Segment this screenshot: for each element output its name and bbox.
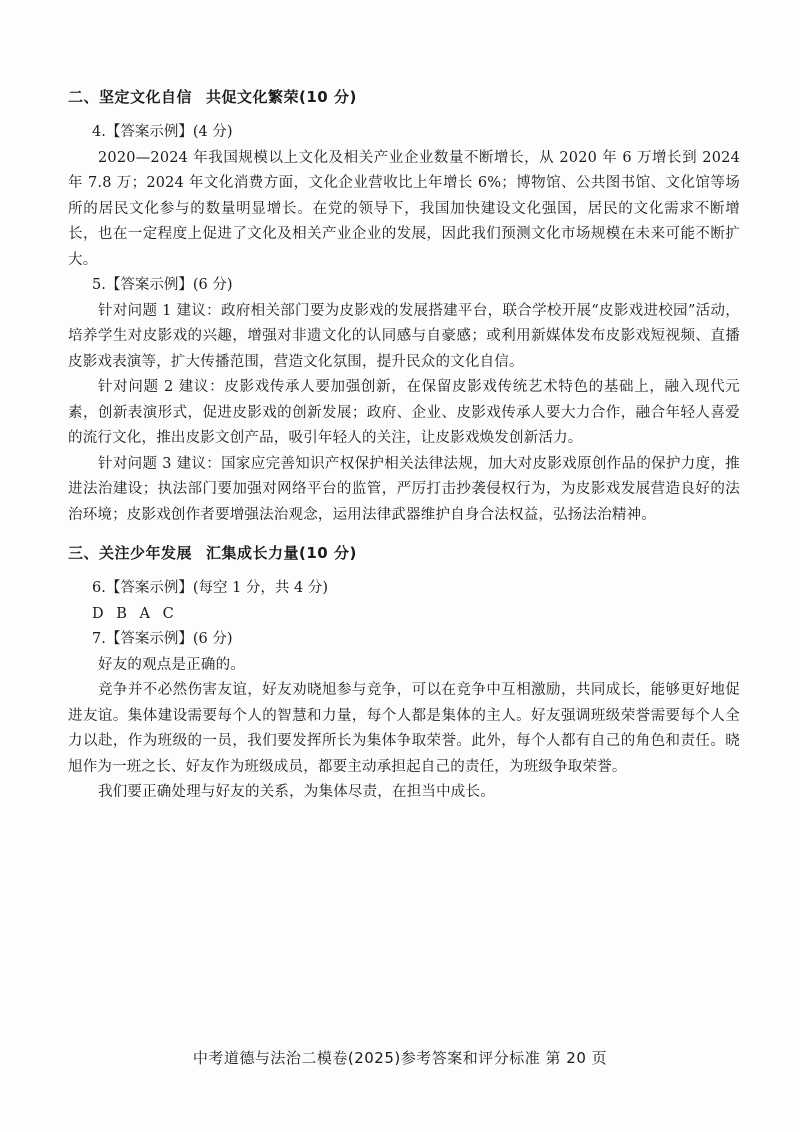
- question-4-label: 4.【答案示例】(4 分): [92, 124, 233, 140]
- section-heading-3: [68, 542, 740, 564]
- question-7-label: 7.【答案示例】(6 分): [92, 631, 233, 647]
- question-5-label: 5.【答案示例】(6 分): [92, 277, 233, 293]
- question-5-suggestion-2: 针对问题 2 建议：皮影戏传承人要加强创新，在保留皮影戏传统艺术特色的基础上，融入现代元素，创新表演形式，促进皮影戏的创新发展；政府、企业、皮影戏传承人要大力合作，融合年轻人喜爱的流行文化，推出皮影文创产品，吸引年轻人的关注，让皮影戏焕发创新活力。: [68, 379, 740, 446]
- question-7-answer-1: 好友的观点是正确的。: [98, 656, 245, 673]
- page-footer: 中考道德与法治二模卷(2025)参考答案和评分标准 第 20 页: [192, 1049, 608, 1067]
- page-content: [68, 86, 740, 806]
- question-6-label: 6.【答案示例】(每空 1 分，共 4 分): [92, 580, 329, 596]
- question-6-answers: D B A C: [92, 605, 174, 622]
- question-7-answer-2: 竞争并不必然伤害友谊，好友劝晓旭参与竞争，可以在竞争中互相激励，共同成长，能够更好地促进友谊。集体建设需要每个人的智慧和力量，每个人都是集体的主人。好友强调班级荣誉需要每个人全力以赴，作为班级的一员，我们要发挥所长为集体争取荣誉。此外，每个人都有自己的角色和责任。晓旭作为一班之长、好友作为班级成员，都要主动承担起自己的责任，为班级争取荣誉。: [68, 682, 740, 775]
- section-heading-2: [68, 86, 740, 108]
- question-5-suggestion-1: 针对问题 1 建议：政府相关部门要为皮影戏的发展搭建平台，联合学校开展“皮影戏进校园”活动，培养学生对皮影戏的兴趣，增强对非遗文化的认同感与自豪感；或利用新媒体发布皮影戏短视频、直播皮影戏表演等，扩大传播范围，营造文化氛围，提升民众的文化自信。: [68, 302, 740, 370]
- section-heading-2-subtitle: 共促文化繁荣(10 分): [206, 88, 357, 106]
- section-spacer: [68, 528, 740, 542]
- section-heading-3-title: 三、关注少年发展: [68, 544, 193, 562]
- question-4-answer: 2020—2024 年我国规模以上文化及相关产业企业数量不断增长，从 2020 年 6 万增长到 2024 年 7.8 万；2024 年文化消费方面，文化企业营收比上年增长 6%；博物馆、公共图书馆、文化馆等场所的居民文化参与的数量明显增长。在党的领导下，我国加快建设文化强国，居民的文化需求不断增长，也在一定程度上促进了文化及相关产业企业的发展，因此我们预测文化市场规模在未来可能不断扩大。: [68, 149, 740, 268]
- question-5-suggestion-3: 针对问题 3 建议：国家应完善知识产权保护相关法律法规，加大对皮影戏原创作品的保护力度，推进法治建设；执法部门要加强对网络平台的监管，严厉打击抄袭侵权行为，为皮影戏发展营造良好的法治环境；皮影戏创作者要增强法治观念，运用法律武器维护自身合法权益，弘扬法治精神。: [68, 455, 740, 523]
- question-7-answer-3: 我们要正确处理与好友的关系，为集体尽责，在担当中成长。: [98, 784, 495, 800]
- section-heading-3-subtitle: 汇集成长力量(10 分): [206, 544, 357, 562]
- section-heading-2-title: 二、坚定文化自信: [68, 88, 193, 106]
